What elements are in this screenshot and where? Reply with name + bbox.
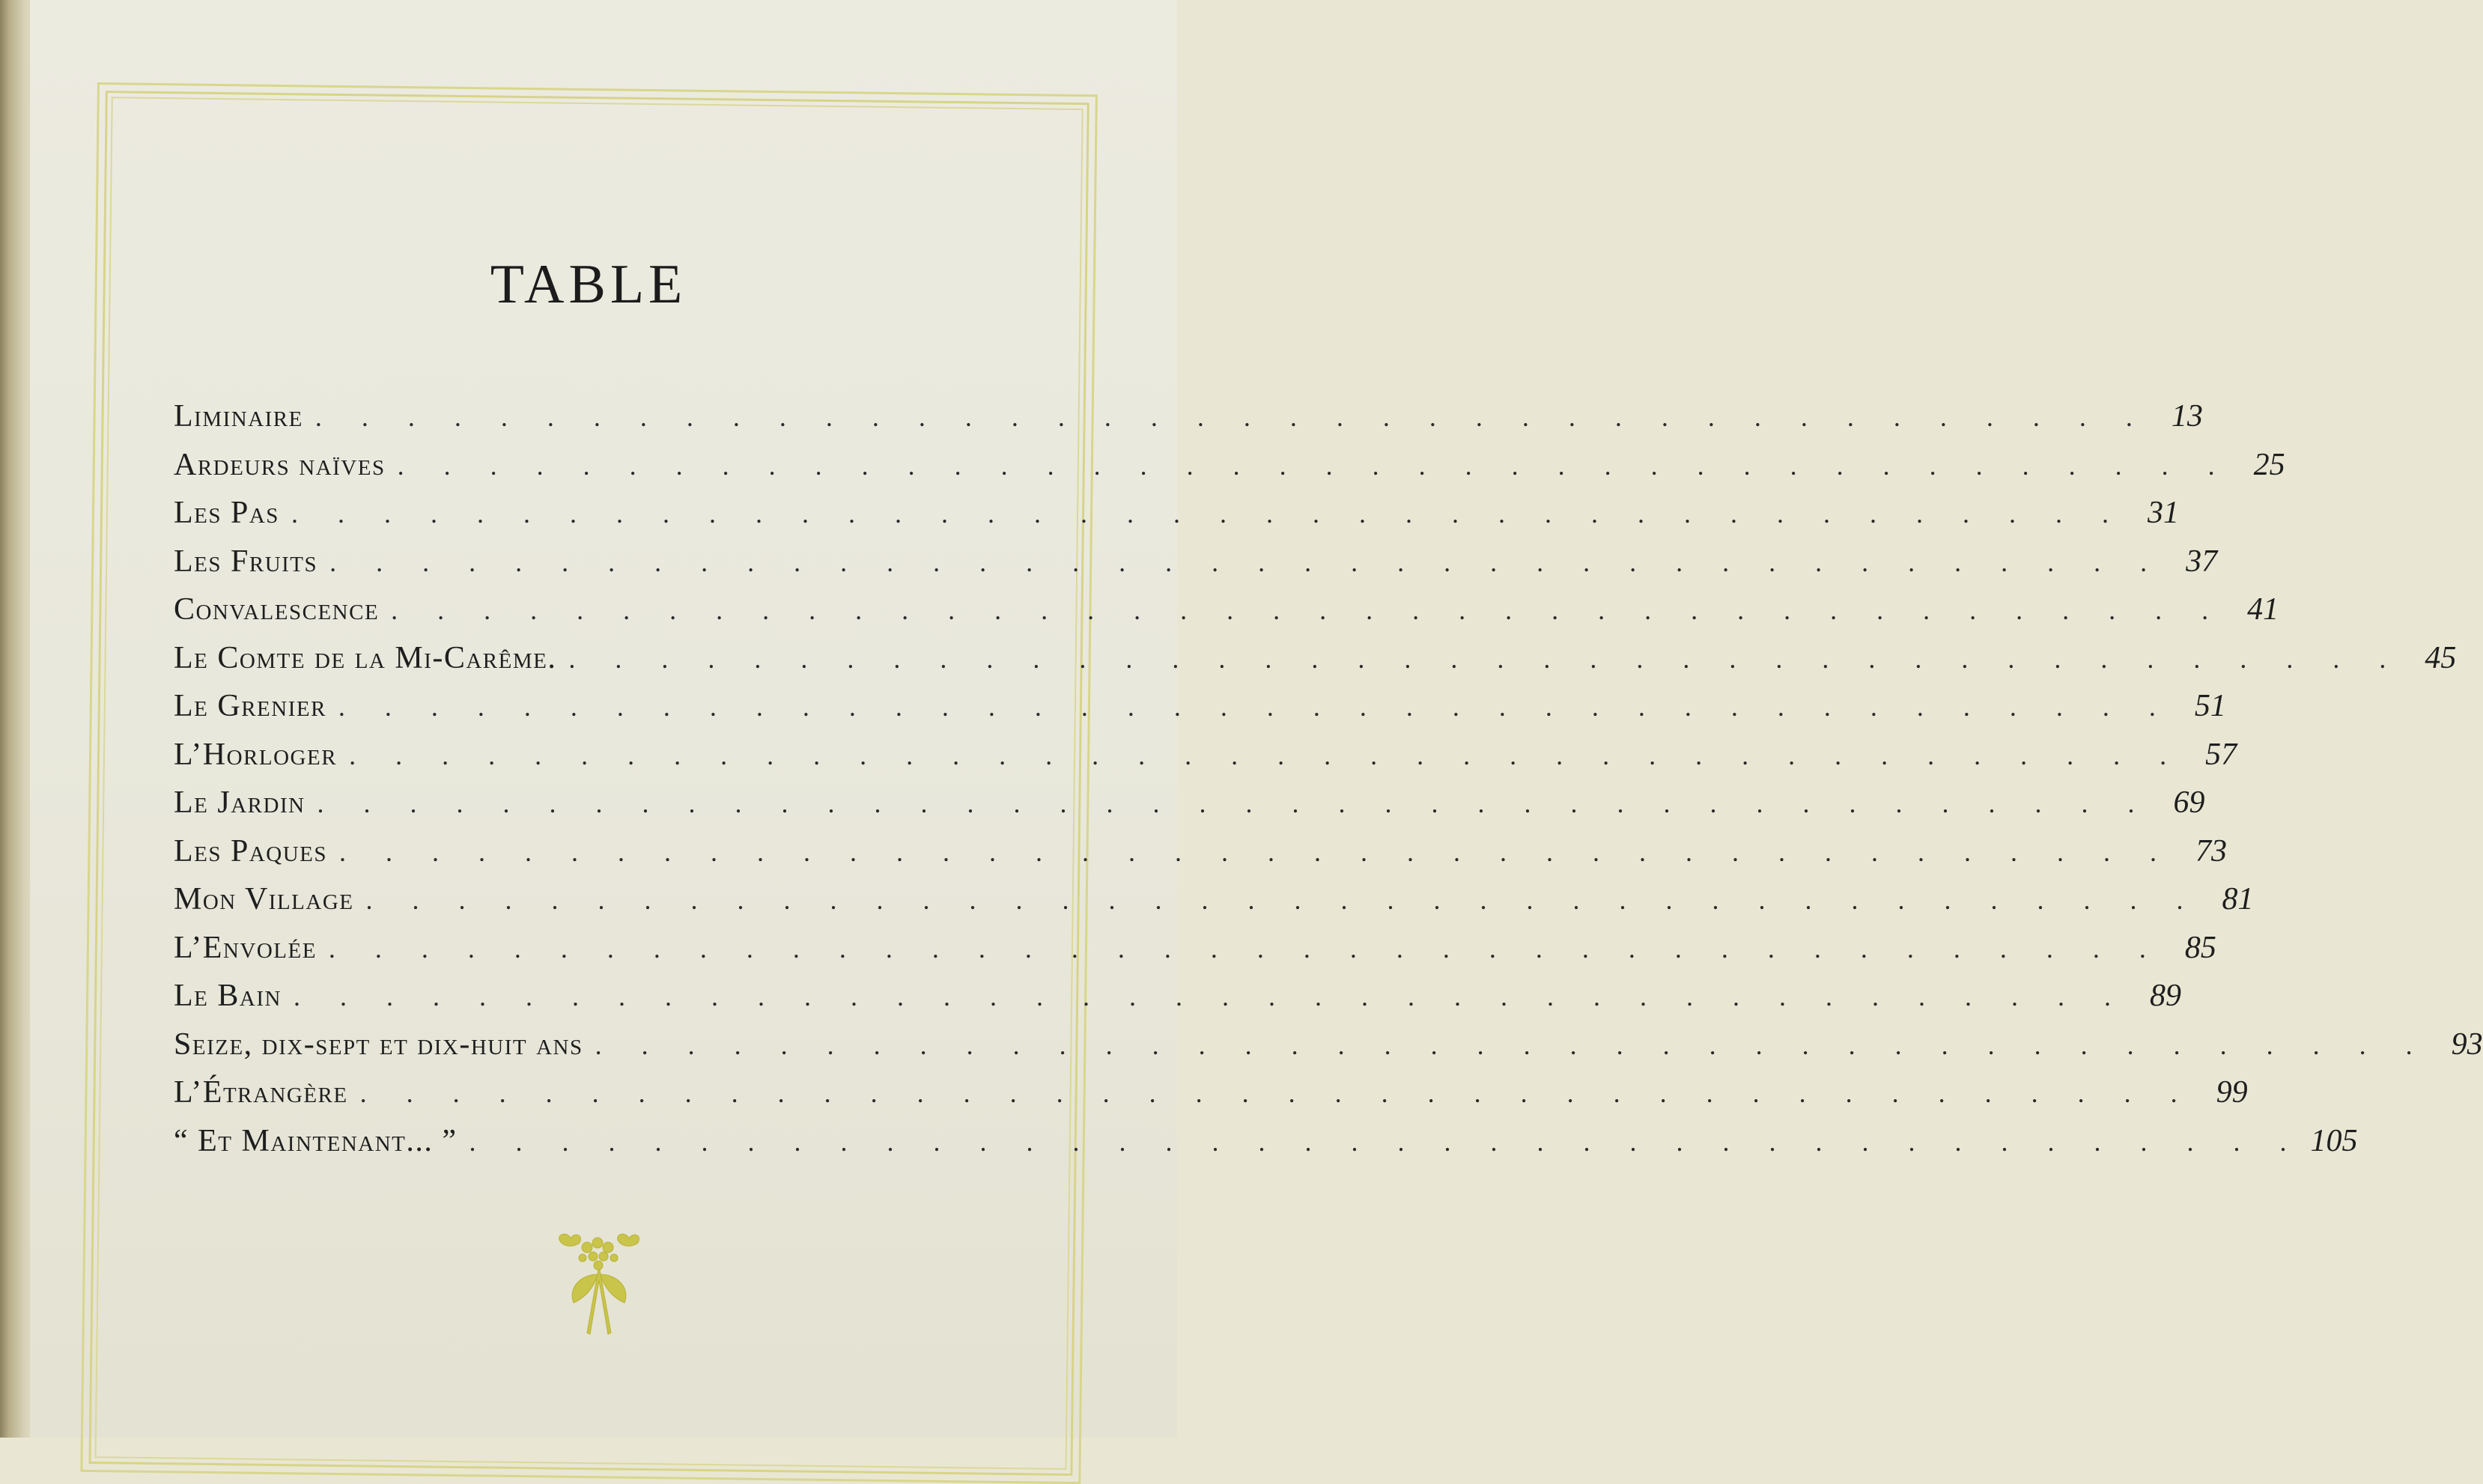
- dot-leader: . . . . . . . . . . . . . . . . . . . . . . . . . . . . . . . . . . . . . . . .: [359, 1078, 2194, 1108]
- toc-entry: [174, 978, 2181, 1027]
- toc-entry-page-number: 41: [2247, 592, 2279, 627]
- dot-leader: . . . . . . . . . . . . . . . . . . . . . . . . . . . . . . . . . . . . . . . .: [595, 1030, 2429, 1060]
- toc-entry-title: Les Paques: [174, 833, 328, 869]
- toc-entry: [174, 495, 2179, 544]
- dot-leader: . . . . . . . . . . . . . . . . . . . . . . . . . . . . . . . . . . . . . . . .: [293, 982, 2127, 1012]
- toc-entry-title: Liminaire: [174, 399, 303, 434]
- toc-entry-page-number: 25: [2253, 447, 2285, 482]
- toc-entry: [174, 592, 2279, 640]
- toc-entry-title: Ardeurs naïves: [174, 447, 386, 482]
- dot-leader: . . . . . . . . . . . . . . . . . . . . . . . . . . . . . . . . . . . . . . . .: [339, 836, 2174, 867]
- toc-entry-page-number: 37: [2186, 544, 2218, 579]
- toc-entry-page-number: 45: [2425, 640, 2457, 675]
- toc-entry: [174, 737, 2237, 785]
- toc-entry: [174, 1074, 2248, 1123]
- toc-entry: [174, 447, 2285, 496]
- toc-entry-title: Convalescence: [174, 592, 380, 627]
- toc-entry-title: “ Et Maintenant... ”: [174, 1123, 458, 1158]
- toc-entry-page-number: 81: [2222, 882, 2254, 916]
- toc-entry-page-number: 99: [2216, 1075, 2248, 1110]
- dot-leader: . . . . . . . . . . . . . . . . . . . . . . . . . . . . . . . . . . . . . . . .: [328, 933, 2163, 964]
- toc-entry: [174, 881, 2254, 930]
- toc-entry: [174, 688, 2226, 737]
- toc-entry-title: Le Jardin: [174, 785, 306, 820]
- toc-entry-title: L’Étrangère: [174, 1075, 348, 1110]
- toc-entry: [174, 785, 2205, 833]
- dot-leader: . . . . . . . . . . . . . . . . . . . . . . . . . . . . . . . . . . . . . . . .: [314, 402, 2149, 432]
- dot-leader: . . . . . . . . . . . . . . . . . . . . . . . . . . . . . . . . . . . . . . . .: [338, 692, 2172, 722]
- toc-entry-title: Le Comte de la Mi-Carême.: [174, 640, 557, 675]
- dot-leader: . . . . . . . . . . . . . . . . . . . . . . . . . . . . . . . . . . . . . . . .: [397, 450, 2231, 481]
- toc-entry-page-number: 93: [2451, 1027, 2483, 1062]
- toc-entry-title: Les Fruits: [174, 544, 318, 579]
- toc-entry-page-number: 51: [2194, 689, 2226, 723]
- toc-entry-page-number: 69: [2173, 785, 2205, 820]
- toc-entry: [174, 930, 2216, 979]
- toc-entry-title: Les Pas: [174, 496, 279, 530]
- toc-entry: [174, 640, 2457, 689]
- flower-ribbon-ornament-icon: [554, 1228, 644, 1340]
- table-of-contents: [174, 398, 2483, 1171]
- dot-leader: . . . . . . . . . . . . . . . . . . . . . . . . . . . . . . . . . . . . . . . .: [291, 499, 2125, 529]
- toc-entry-title: L’Envolée: [174, 930, 317, 965]
- toc-entry-page-number: 105: [2310, 1123, 2358, 1158]
- toc-entry-page-number: 89: [2149, 979, 2181, 1013]
- toc-entry: [174, 1123, 2358, 1172]
- toc-entry-title: Le Grenier: [174, 689, 326, 723]
- dot-leader: . . . . . . . . . . . . . . . . . . . . . . . . . . . . . . . . . . . . . . . .: [317, 788, 2151, 818]
- dot-leader: . . . . . . . . . . . . . . . . . . . . . . . . . . . . . . . . . . . . . . . .: [391, 595, 2225, 625]
- dot-leader: . . . . . . . . . . . . . . . . . . . . . . . . . . . . . . . . . . . . . . . .: [329, 547, 2164, 577]
- toc-entry-title: L’Horloger: [174, 737, 338, 772]
- toc-entry: [174, 833, 2228, 882]
- dot-leader: . . . . . . . . . . . . . . . . . . . . . . . . . . . . . . . . . . . . . . . .: [365, 885, 2200, 915]
- toc-entry-page-number: 85: [2184, 930, 2216, 965]
- toc-entry-page-number: 73: [2195, 833, 2228, 869]
- toc-entry-title: Seize, dix-sept et dix-huit ans: [174, 1027, 583, 1062]
- page-title: TABLE: [490, 254, 687, 315]
- dot-leader: . . . . . . . . . . . . . . . . . . . . . . . . . . . . . . . . . . . . . . . .: [349, 740, 2183, 770]
- dot-leader: . . . . . . . . . . . . . . . . . . . . . . . . . . . . . . . . . . . . . . . .: [568, 643, 2403, 674]
- toc-entry-page-number: 57: [2205, 737, 2237, 772]
- toc-entry-page-number: 13: [2171, 399, 2203, 434]
- toc-entry: [174, 398, 2203, 447]
- toc-entry-title: Mon Village: [174, 882, 354, 916]
- toc-entry-page-number: 31: [2147, 496, 2179, 530]
- toc-entry: [174, 544, 2218, 592]
- dot-leader: . . . . . . . . . . . . . . . . . . . . . . . . . . . . . . . . . . . . . . . .: [469, 1126, 2303, 1157]
- toc-entry-title: Le Bain: [174, 979, 282, 1013]
- toc-entry: [174, 1027, 2483, 1075]
